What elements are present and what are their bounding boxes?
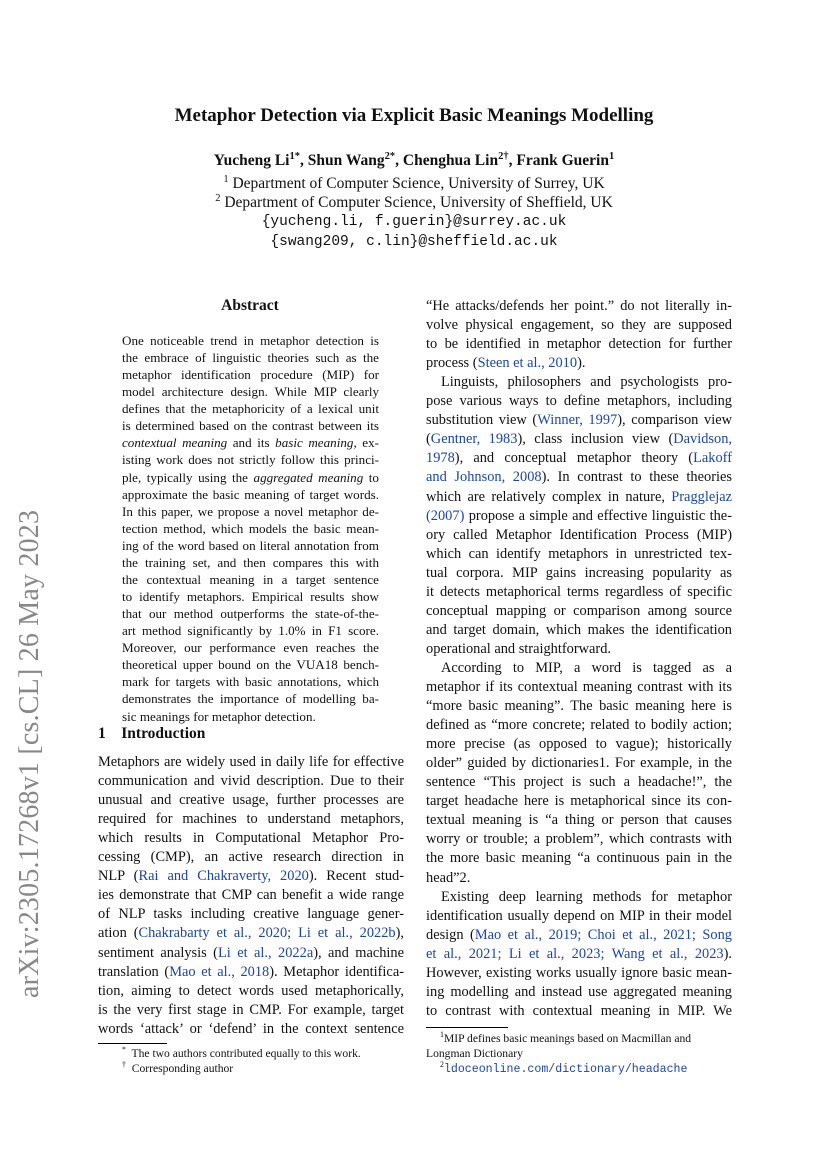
text-line xyxy=(426,602,732,621)
text-line xyxy=(122,469,379,486)
text-line xyxy=(426,373,732,392)
text-segment: defined as “more concrete; related to bodily action; xyxy=(426,717,732,734)
text-line xyxy=(426,964,732,983)
text-segment: which results in Computational Metaphor Pro- xyxy=(98,830,404,847)
text-line xyxy=(426,335,732,354)
text-segment: Metaphors are widely used in daily life for effective xyxy=(98,754,404,770)
affiliation-number: 2 xyxy=(215,192,221,204)
text-line xyxy=(122,520,379,537)
text-line xyxy=(122,434,379,451)
text-segment: demonstrates the importance of modelling ba- xyxy=(122,691,379,707)
text-line xyxy=(122,588,379,605)
email-line: {swang209, c.lin}@sheffield.ac.uk xyxy=(270,234,558,250)
text-line xyxy=(122,622,379,639)
text-line xyxy=(122,417,379,434)
text-segment: process ( xyxy=(426,355,478,372)
text-line xyxy=(98,772,404,791)
text-line xyxy=(426,316,732,335)
text-segment: the training set, and then compares this with xyxy=(122,554,379,570)
email-line: {yucheng.li, f.guerin}@surrey.ac.uk xyxy=(261,214,567,230)
emphasis-text: aggregated meaning xyxy=(253,469,364,485)
text-line xyxy=(426,297,732,316)
text-line xyxy=(426,697,732,716)
text-segment: However, existing works usually ignore basic mean- xyxy=(426,964,732,981)
text-segment: defines that the metaphoricity of a lexical unit xyxy=(122,401,379,417)
text-segment: ing of the word based on literal annotation from xyxy=(122,537,379,553)
text-line xyxy=(98,924,404,943)
text-segment: sic meanings for metaphor detection. xyxy=(122,708,316,724)
text-line xyxy=(426,678,732,697)
footnote-link[interactable]: ldoceonline.com/dictionary/headache xyxy=(443,1063,688,1076)
text-line xyxy=(426,926,732,945)
text-line xyxy=(426,811,732,830)
text-line xyxy=(426,1002,732,1021)
footnote-mark: * xyxy=(122,1045,126,1055)
text-line xyxy=(122,383,379,400)
text-segment: “He attacks/defends her point.” do not literally in- xyxy=(426,298,732,314)
footnote-mark: 1 xyxy=(440,1030,444,1040)
text-line xyxy=(426,411,732,430)
text-segment: “more basic meaning”. The basic meaning here is xyxy=(426,698,732,715)
footnote xyxy=(122,1046,361,1061)
text-line xyxy=(122,451,379,468)
text-segment: NLP ( xyxy=(98,868,139,885)
author-mark: 1* xyxy=(289,150,300,162)
text-line xyxy=(426,945,732,964)
text-segment: worry or trouble; a problem”, which contrasts with xyxy=(426,831,732,848)
text-segment: is determined based on the contrast between its xyxy=(122,418,379,434)
citation-link[interactable]: Mao et al., 2018 xyxy=(169,963,270,980)
text-line xyxy=(122,537,379,554)
text-segment: ). xyxy=(577,355,586,372)
text-segment: to be identified in metaphor detection for further xyxy=(426,336,732,353)
text-line xyxy=(122,708,379,725)
arxiv-stamp: arXiv:2305.17268v1 [cs.CL] 26 May 2023 xyxy=(14,509,45,998)
text-line xyxy=(122,639,379,656)
text-segment: cessing (CMP), an active research direction in xyxy=(98,849,404,866)
affiliation xyxy=(0,175,828,193)
footnote-mark: 2 xyxy=(440,1060,444,1070)
text-line xyxy=(122,486,379,503)
footnote xyxy=(122,1061,233,1076)
footnote-rule xyxy=(426,1027,508,1028)
emphasis-text: contextual meaning xyxy=(122,435,228,451)
text-segment: model architecture design. While MIP clearly xyxy=(122,384,379,400)
footnote-text: The two authors contributed equally to this work. xyxy=(131,1047,361,1060)
text-segment: ing modelling and instead use aggregated meaning xyxy=(426,983,732,1000)
text-line xyxy=(98,886,404,905)
text-line xyxy=(98,982,404,1001)
text-segment: One noticeable trend in metaphor detection is xyxy=(122,333,379,348)
text-segment: which are relatively complex in nature, xyxy=(426,488,672,505)
text-line xyxy=(122,605,379,622)
text-line xyxy=(426,716,732,735)
text-line xyxy=(426,773,732,792)
text-segment: ). Recent stud- xyxy=(308,868,404,885)
text-segment: art method significantly by 1.0% in F1 score. xyxy=(122,623,379,639)
text-segment: ), xyxy=(395,925,404,942)
citation-link[interactable]: Lakoff xyxy=(693,450,732,467)
text-line xyxy=(426,735,732,754)
citation-link[interactable]: Mao et al., 2019; Choi et al., 2021; Song xyxy=(474,926,732,943)
text-segment: tection method, which models the basic mean- xyxy=(122,520,379,536)
text-segment: ple, typically using the xyxy=(122,469,254,485)
text-line xyxy=(426,621,732,640)
text-line xyxy=(98,867,404,886)
text-segment: required for machines to understand metaphors, xyxy=(98,811,404,828)
text-line xyxy=(122,690,379,707)
text-segment: According to MIP, a word is tagged as a xyxy=(441,659,732,676)
text-line xyxy=(98,963,404,982)
text-line xyxy=(98,810,404,829)
citation-link[interactable]: Chakrabarty et al., 2020; Li et al., 2022b xyxy=(138,925,396,942)
text-segment: that our method outperforms the state-of-the- xyxy=(122,606,379,622)
text-line xyxy=(426,888,732,907)
text-segment: translation ( xyxy=(98,963,170,980)
text-segment: ( xyxy=(426,431,431,448)
text-segment: the more basic meaning “a continuous pain in the xyxy=(426,850,732,867)
text-segment: to contrast with contextual meaning in MIP. We xyxy=(426,1002,732,1019)
text-segment: ies demonstrate that CMP can benefit a wide range xyxy=(98,887,404,904)
text-segment: pose various ways to define metaphors, including xyxy=(426,393,732,410)
text-segment: ), and conceptual metaphor theory ( xyxy=(454,450,694,467)
text-line xyxy=(98,1001,404,1020)
text-segment: more precise (as opposed to vague); historically xyxy=(426,736,732,753)
footnote-text: MIP defines basic meanings based on Macmillan and xyxy=(443,1032,692,1045)
text-segment: ation ( xyxy=(98,925,139,942)
citation-link[interactable]: (2007) xyxy=(426,507,465,524)
text-segment: tual corpora. MIP gains increasing popularity as xyxy=(426,564,732,581)
text-segment: ory called Metaphor Identification Process (MIP) xyxy=(426,526,732,543)
text-line xyxy=(426,792,732,811)
text-line xyxy=(426,869,732,888)
text-line xyxy=(98,944,404,963)
text-segment: approximate the basic meaning of target words. xyxy=(122,486,379,502)
author-name: Frank Guerin xyxy=(516,152,609,169)
affiliation-text: Department of Computer Science, University of Sheffield, UK xyxy=(224,194,613,211)
citation-link[interactable]: et al., 2021; Li et al., 2023; Wang et al., 2023 xyxy=(426,945,724,962)
author-name: Chenghua Lin xyxy=(402,152,499,169)
footnote-mark: † xyxy=(122,1060,126,1070)
text-segment: propose a simple and effective linguistic the- xyxy=(464,507,732,524)
text-segment: ), comparison view xyxy=(617,412,732,429)
text-line xyxy=(122,503,379,520)
text-segment: communication and vivid description. Due to their xyxy=(98,773,404,790)
text-segment: design ( xyxy=(426,926,475,943)
text-line xyxy=(426,983,732,1002)
text-line xyxy=(426,583,732,602)
text-line xyxy=(98,1020,404,1039)
citation-link[interactable]: Winner, 1997 xyxy=(537,412,618,429)
paper-title: Metaphor Detection via Explicit Basic Meanings Modelling xyxy=(174,105,654,126)
text-segment: metaphor if its contextual meaning contrast with its xyxy=(426,679,732,695)
text-line xyxy=(426,449,732,468)
text-segment: and its xyxy=(227,435,276,451)
citation-link[interactable]: Rai and Chakraverty, 2020 xyxy=(138,868,309,885)
text-segment: operational and straightforward. xyxy=(426,640,612,657)
text-line xyxy=(122,366,379,383)
emphasis-text: basic meaning xyxy=(275,435,354,451)
author-mark: 2† xyxy=(498,150,509,162)
text-line xyxy=(426,830,732,849)
text-line xyxy=(122,656,379,673)
text-line xyxy=(122,554,379,571)
text-line xyxy=(122,400,379,417)
footnote xyxy=(440,1061,687,1077)
text-line xyxy=(426,545,732,564)
citation-link[interactable]: Gentner, 1983 xyxy=(430,431,518,448)
section-number: 1 xyxy=(98,725,106,742)
text-line xyxy=(426,659,732,678)
citation-link[interactable]: 1978 xyxy=(426,450,455,467)
text-segment: volve physical engagement, so they are supposed xyxy=(426,317,732,334)
text-line xyxy=(426,468,732,487)
text-segment: target headache here is metaphorical since its con- xyxy=(426,793,732,810)
text-line xyxy=(426,907,732,926)
citation-link[interactable]: Davidson, xyxy=(673,431,732,448)
text-line xyxy=(426,507,732,526)
text-segment: ), class inclusion view ( xyxy=(517,431,674,448)
text-segment: theoretical upper bound on the VUA18 bench- xyxy=(122,657,379,673)
text-segment: sentence “This project is such a headache!”, the xyxy=(426,774,732,791)
text-segment: , ex- xyxy=(353,435,379,451)
text-line xyxy=(98,753,404,772)
text-line xyxy=(98,791,404,810)
text-segment: older” guided by dictionaries1. For example, in the xyxy=(426,755,732,772)
text-segment: Linguists, philosophers and psychologists pro- xyxy=(441,374,732,391)
text-segment: the contextual meaning in a target sentence xyxy=(122,571,379,587)
citation-link[interactable]: and Johnson, 2008 xyxy=(426,469,542,486)
text-segment: tion, aiming to detect words used metaphorically, xyxy=(98,982,404,999)
text-segment: ). In contrast to these theories xyxy=(541,469,732,486)
footnote-rule xyxy=(98,1043,167,1044)
text-segment: is the very first stage in CMP. For example, target xyxy=(98,1001,404,1018)
section-title: Introduction xyxy=(121,725,206,742)
text-segment: unusual and creative usage, further processes are xyxy=(98,792,404,809)
abstract-heading: Abstract xyxy=(221,297,279,314)
text-line xyxy=(426,392,732,411)
text-segment: of NLP tasks including creative language gener- xyxy=(98,906,404,923)
text-segment: to xyxy=(363,469,379,485)
text-segment: conceptual mapping or comparison among source xyxy=(426,602,732,619)
text-line xyxy=(122,673,379,690)
text-segment: which can identify metaphors in unrestricted tex- xyxy=(426,545,732,562)
text-line xyxy=(426,849,732,868)
text-line xyxy=(122,332,379,349)
text-segment: words ‘attack’ or ‘defend’ in the context sentence xyxy=(98,1020,404,1037)
text-segment: head”2. xyxy=(426,869,471,886)
text-line xyxy=(426,354,732,373)
text-segment: In this paper, we propose a novel metaphor de- xyxy=(122,503,379,519)
text-segment: to identify metaphors. Empirical results show xyxy=(122,589,379,605)
text-line xyxy=(426,640,732,659)
text-segment: it detects metaphorical terms regardless of specific xyxy=(426,583,732,600)
citation-link[interactable]: Steen et al., 2010 xyxy=(477,355,578,372)
citation-link[interactable]: Li et al., 2022a xyxy=(217,944,314,961)
text-segment: and target domain, which makes the identification xyxy=(426,621,732,638)
text-line xyxy=(98,848,404,867)
footnote-text: Longman Dictionary xyxy=(426,1047,523,1060)
author-mark: 1 xyxy=(608,150,615,162)
text-line xyxy=(426,564,732,583)
text-segment: metaphor identification procedure (MIP) for xyxy=(122,367,379,383)
text-segment: the embrace of linguistic theories such as the xyxy=(122,350,379,366)
author-list: Yucheng $Li^{1*}$, Shun Wang$^{2*}$, Chenghua Lin$^{2\dagger}$, Frank Guerin$^1$ xyxy=(213,150,615,169)
text-segment: textual meaning is “a thing or person that causes xyxy=(426,812,732,829)
text-line xyxy=(426,526,732,545)
text-segment: isting work does not strictly follow this princi- xyxy=(122,452,379,468)
text-line xyxy=(122,349,379,366)
text-segment: substitution view ( xyxy=(426,412,538,429)
text-segment: ), and machine xyxy=(313,944,404,961)
text-segment: identification usually depend on MIP in their model xyxy=(426,907,732,924)
affiliation-text: Department of Computer Science, University of Surrey, UK xyxy=(232,175,605,192)
text-line xyxy=(98,905,404,924)
author-name: Yucheng Li xyxy=(213,152,290,169)
affiliation-number: 1 xyxy=(223,173,229,185)
footnote xyxy=(426,1046,523,1061)
section-heading xyxy=(98,725,205,743)
text-segment: sentiment analysis ( xyxy=(98,944,218,961)
text-segment: Moreover, our performance even reaches the xyxy=(122,640,379,656)
author-mark: 2* xyxy=(384,150,396,162)
text-line xyxy=(426,430,732,449)
text-segment: Existing deep learning methods for metaphor xyxy=(441,888,732,905)
author-name: Shun Wang xyxy=(307,152,385,169)
footnote-text: Corresponding author xyxy=(131,1062,234,1075)
affiliation xyxy=(0,194,828,212)
text-segment: ). Metaphor identifica- xyxy=(269,963,404,980)
text-line xyxy=(426,754,732,773)
footnote xyxy=(440,1031,691,1046)
text-line xyxy=(98,829,404,848)
citation-link[interactable]: Pragglejaz xyxy=(671,488,732,505)
text-line xyxy=(122,571,379,588)
text-line xyxy=(426,488,732,507)
text-segment: mark for targets with basic annotations, which xyxy=(122,674,379,690)
text-segment: ). xyxy=(723,945,732,962)
